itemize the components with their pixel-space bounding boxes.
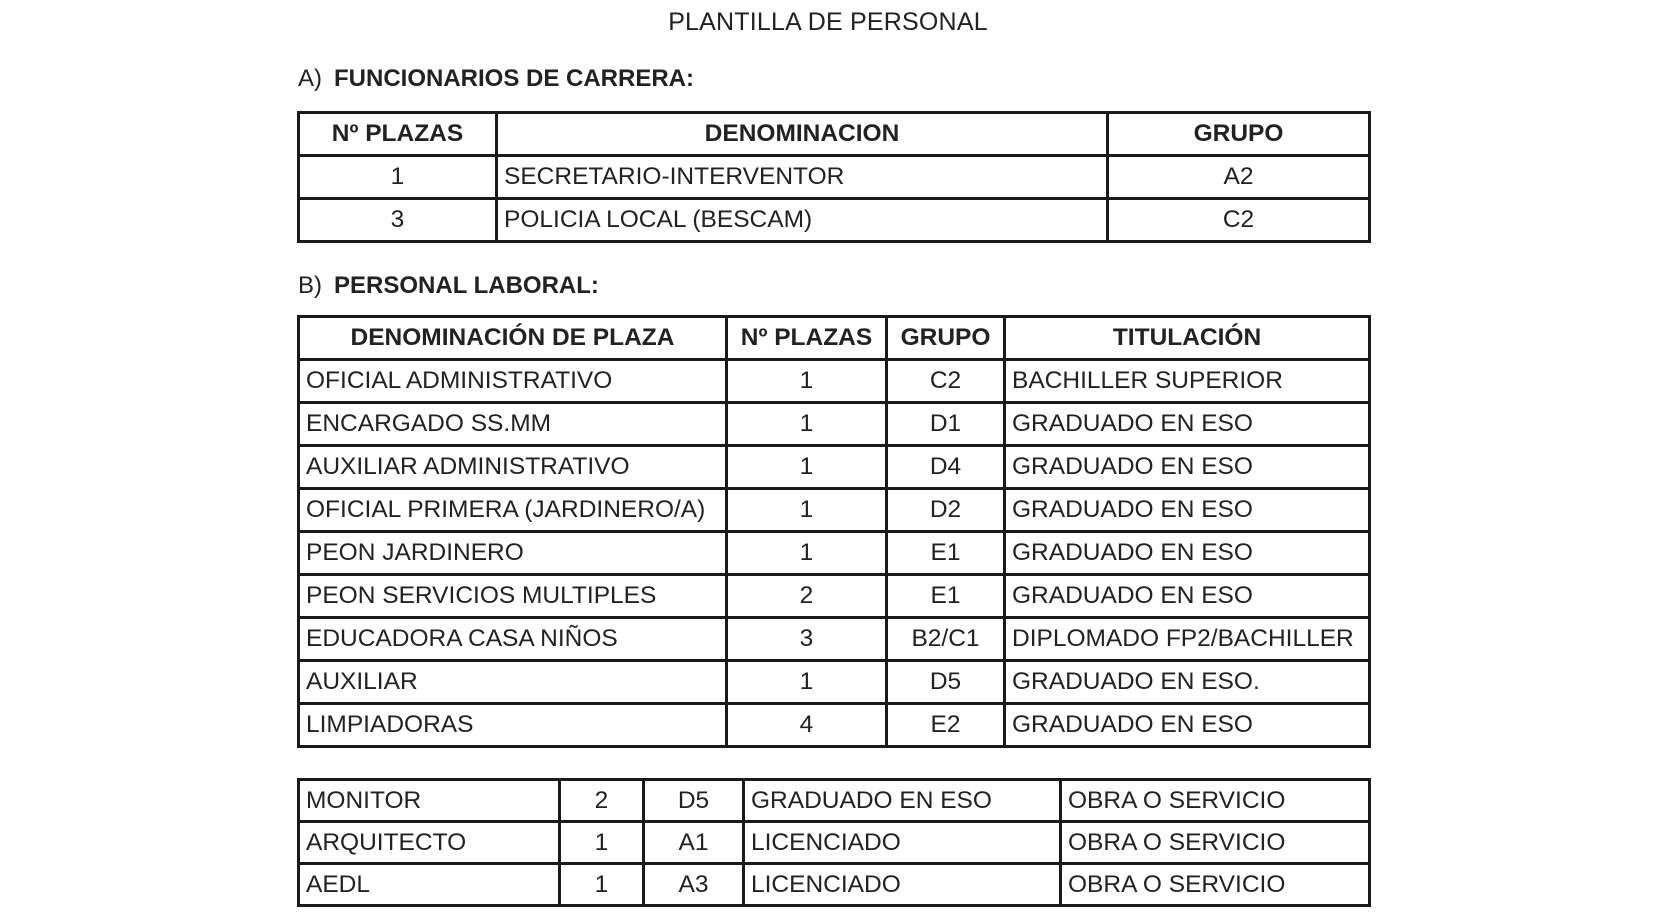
table-cell: ENCARGADO SS.MM xyxy=(299,403,727,446)
funcionarios-table xyxy=(297,111,1371,243)
table-row xyxy=(299,704,1370,747)
table-row xyxy=(299,446,1370,489)
table-cell: 1 xyxy=(727,532,887,575)
table-cell: LICENCIADO xyxy=(744,864,1061,906)
table-cell: GRADUADO EN ESO xyxy=(1005,489,1370,532)
table-header-row xyxy=(299,317,1370,360)
table-cell: AUXILIAR ADMINISTRATIVO xyxy=(299,446,727,489)
column-header: Nº PLAZAS xyxy=(727,317,887,360)
table-cell: LICENCIADO xyxy=(744,822,1061,864)
table-cell: A1 xyxy=(644,822,744,864)
table-row xyxy=(299,618,1370,661)
table-cell: PEON JARDINERO xyxy=(299,532,727,575)
table-cell: E2 xyxy=(887,704,1005,747)
table-cell: 1 xyxy=(727,403,887,446)
table-row xyxy=(299,864,1370,906)
table-cell: 1 xyxy=(727,446,887,489)
table-row xyxy=(299,780,1370,822)
table-cell: D5 xyxy=(644,780,744,822)
table-row xyxy=(299,532,1370,575)
table-row xyxy=(299,403,1370,446)
table-header-row xyxy=(299,113,1370,156)
table-cell: 1 xyxy=(299,156,497,199)
section-b-label: PERSONAL LABORAL: xyxy=(334,272,599,299)
table-cell: D5 xyxy=(887,661,1005,704)
table-cell: GRADUADO EN ESO xyxy=(1005,446,1370,489)
table-cell: AUXILIAR xyxy=(299,661,727,704)
table-cell: AEDL xyxy=(299,864,560,906)
table-row xyxy=(299,822,1370,864)
section-a-heading xyxy=(298,65,694,93)
table-cell: SECRETARIO-INTERVENTOR xyxy=(497,156,1108,199)
table-cell: 3 xyxy=(299,199,497,242)
table-row xyxy=(299,199,1370,242)
table-cell: OBRA O SERVICIO xyxy=(1061,864,1370,906)
table-cell: 4 xyxy=(727,704,887,747)
personal-laboral-table xyxy=(297,315,1371,748)
table-cell: 1 xyxy=(727,360,887,403)
table-cell: D1 xyxy=(887,403,1005,446)
table-cell: GRADUADO EN ESO. xyxy=(1005,661,1370,704)
table-cell: A2 xyxy=(1108,156,1370,199)
table-cell: B2/C1 xyxy=(887,618,1005,661)
table-cell: GRADUADO EN ESO xyxy=(1005,575,1370,618)
table-cell: GRADUADO EN ESO xyxy=(1005,704,1370,747)
table-cell: E1 xyxy=(887,532,1005,575)
table-cell: GRADUADO EN ESO xyxy=(1005,532,1370,575)
column-header: Nº PLAZAS xyxy=(299,113,497,156)
table-cell: 1 xyxy=(560,822,644,864)
table-cell: D4 xyxy=(887,446,1005,489)
section-b-letter: B) xyxy=(298,272,322,299)
table-cell: A3 xyxy=(644,864,744,906)
table-cell: GRADUADO EN ESO xyxy=(744,780,1061,822)
table-cell: DIPLOMADO FP2/BACHILLER xyxy=(1005,618,1370,661)
table-cell: OBRA O SERVICIO xyxy=(1061,780,1370,822)
table-row xyxy=(299,360,1370,403)
table-cell: D2 xyxy=(887,489,1005,532)
table-cell: PEON SERVICIOS MULTIPLES xyxy=(299,575,727,618)
table-row xyxy=(299,575,1370,618)
table-cell: C2 xyxy=(887,360,1005,403)
table-row xyxy=(299,156,1370,199)
table-cell: 2 xyxy=(727,575,887,618)
table-cell: POLICIA LOCAL (BESCAM) xyxy=(497,199,1108,242)
column-header: GRUPO xyxy=(1108,113,1370,156)
document-title: PLANTILLA DE PERSONAL xyxy=(668,8,988,36)
table-cell: LIMPIADORAS xyxy=(299,704,727,747)
table-row xyxy=(299,661,1370,704)
table-cell: ARQUITECTO xyxy=(299,822,560,864)
table-cell: 1 xyxy=(727,489,887,532)
section-b-heading xyxy=(298,272,599,300)
table-cell: BACHILLER SUPERIOR xyxy=(1005,360,1370,403)
table-cell: C2 xyxy=(1108,199,1370,242)
table-cell: MONITOR xyxy=(299,780,560,822)
table-cell: 1 xyxy=(560,864,644,906)
column-header: DENOMINACION xyxy=(497,113,1108,156)
table-cell: OFICIAL PRIMERA (JARDINERO/A) xyxy=(299,489,727,532)
column-header: GRUPO xyxy=(887,317,1005,360)
obra-servicio-table xyxy=(297,778,1371,907)
table-cell: OBRA O SERVICIO xyxy=(1061,822,1370,864)
column-header: DENOMINACIÓN DE PLAZA xyxy=(299,317,727,360)
table-cell: OFICIAL ADMINISTRATIVO xyxy=(299,360,727,403)
table-cell: 2 xyxy=(560,780,644,822)
table-row xyxy=(299,489,1370,532)
table-cell: EDUCADORA CASA NIÑOS xyxy=(299,618,727,661)
table-cell: 3 xyxy=(727,618,887,661)
table-cell: 1 xyxy=(727,661,887,704)
section-a-letter: A) xyxy=(298,65,322,92)
column-header: TITULACIÓN xyxy=(1005,317,1370,360)
section-a-label: FUNCIONARIOS DE CARRERA: xyxy=(334,65,694,92)
table-cell: GRADUADO EN ESO xyxy=(1005,403,1370,446)
table-cell: E1 xyxy=(887,575,1005,618)
